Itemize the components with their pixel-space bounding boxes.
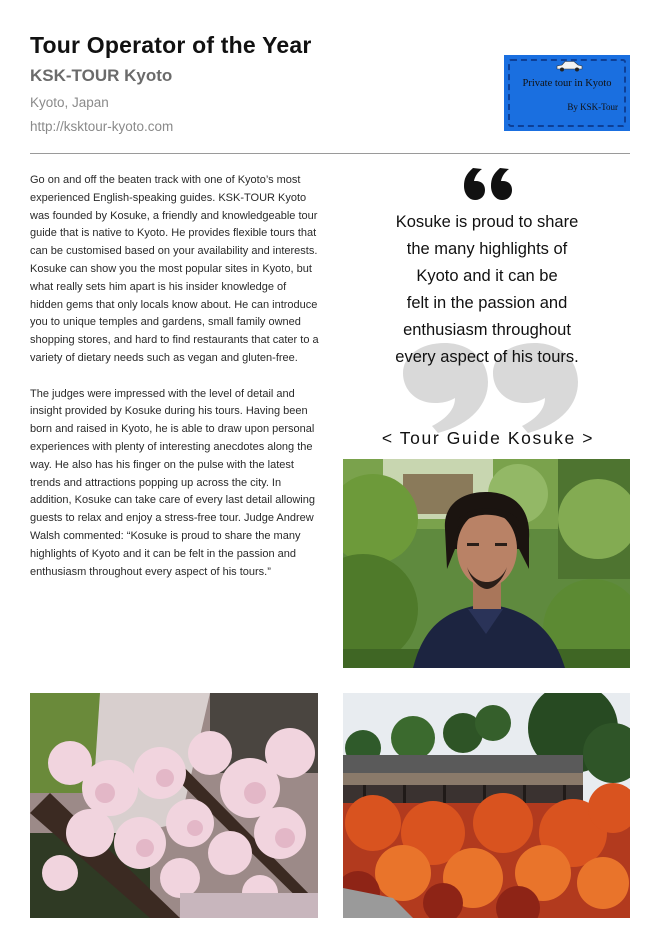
logo-subtext: By KSK-Tour [567, 102, 618, 112]
company-name: KSK-TOUR Kyoto [30, 66, 173, 85]
pull-quote-line: Kosuke is proud to share [395, 213, 579, 231]
guide-caption: < Tour Guide Kosuke > [381, 428, 595, 448]
cherry-blossom-photo [30, 693, 318, 918]
pull-quote-line: the many highlights of [406, 240, 568, 258]
pull-quote-line: every aspect of his tours. [395, 348, 579, 366]
car-icon [554, 60, 584, 72]
article-body [30, 172, 322, 599]
autumn-temple-photo [343, 693, 630, 918]
website-link[interactable]: http://ksktour-kyoto.com [30, 119, 174, 134]
company-logo [504, 55, 630, 131]
page-title: Tour Operator of the Year [30, 32, 312, 58]
location: Kyoto, Japan [30, 95, 109, 110]
pull-quote-line: felt in the passion and [406, 294, 568, 312]
article-paragraph: The judges were impressed with the level of detail and insight provided by Kosuke during his tours. Having been born and raised in Kyoto, he is able to draw upon personal experiences with plenty of interesting anecdotes along the way. He also has his finger on the pulse with the latest trends and attractions popping up across the city. In addition, Kosuke can take care of every last detail allowing guests to relax and enjoy a stress-free tour. Judge Andrew Walsh commented: “Kosuke is proud to share the many highlights of Kyoto and it can be felt in the passion and enthusiasm throughout every aspect of his tours.” [30, 387, 315, 578]
pull-quote-line: enthusiasm throughout [403, 321, 571, 339]
header-divider [30, 153, 630, 154]
logo-text: Private tour in Kyoto [522, 78, 612, 89]
open-quote-icon [461, 164, 513, 204]
pull-quote [352, 209, 622, 371]
guide-photo [343, 459, 630, 668]
pull-quote-line: Kyoto and it can be [416, 267, 558, 285]
article-paragraph: Go on and off the beaten track with one of Kyoto’s most experienced English-speaking guides. KSK-TOUR Kyoto was founded by Kosuke, a friendly and knowledgeable tour guide that is native to Kyoto. He provides flexible tours that can be customised based on your availability and interests. Kosuke can show you the most popular sites in Kyoto, but what really sets him apart is his insider knowledge of hidden gems that only locals know about. He can introduce you to unique temples and gardens, small family owned shopping stores, and hard to find restaurants that cater to a variety of dietary needs such as vegan and gluten-free. [30, 174, 319, 364]
